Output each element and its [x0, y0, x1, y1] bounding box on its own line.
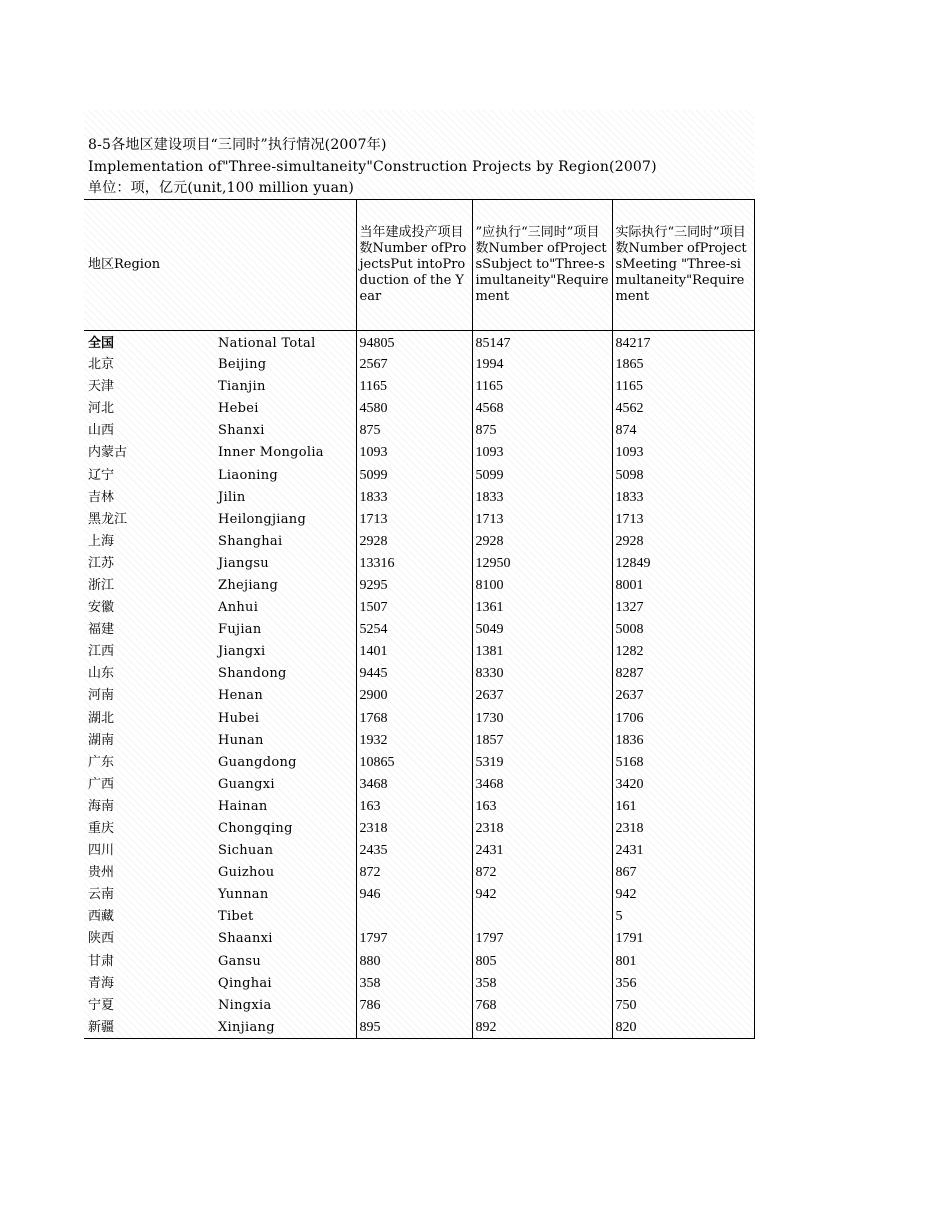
value-projects-subject-to-requirement: 1381: [472, 641, 612, 663]
region-name-cn: 四川: [88, 843, 115, 859]
value-projects-subject-to-requirement: 8330: [472, 663, 612, 685]
value-projects-subject-to-requirement: 5099: [472, 464, 612, 486]
region-name-cn: 西藏: [88, 909, 115, 925]
header-projects-subject-to-requirement: ”应执行“三同时”项目数Number ofProjectsSubject to"Three-simultaneity"Requirement: [472, 200, 612, 331]
value-projects-subject-to-requirement: 1797: [472, 928, 612, 950]
region-name-en: Sichuan: [218, 843, 274, 859]
spreadsheet-sheet: [84, 110, 754, 1040]
region-name-en: Xinjiang: [214, 1017, 356, 1039]
value-projects-put-into-production: 1507: [356, 597, 472, 619]
region-name-cn: 云南: [88, 887, 115, 903]
value-projects-subject-to-requirement: 1165: [472, 376, 612, 398]
value-projects-put-into-production: 1165: [356, 376, 472, 398]
value-projects-put-into-production: 880: [356, 951, 472, 973]
value-projects-subject-to-requirement: 1730: [472, 708, 612, 730]
header-projects-put-into-production: 当年建成投产项目数Number ofProjectsPut intoProduction of the Year: [356, 200, 472, 331]
value-projects-meeting-requirement: 8001: [612, 575, 754, 597]
value-projects-put-into-production: 1833: [356, 487, 472, 509]
region-name-cn: 青海: [88, 975, 115, 991]
value-projects-put-into-production: 2435: [356, 840, 472, 862]
value-projects-meeting-requirement: 5: [612, 906, 754, 928]
table-row: [84, 354, 754, 376]
value-projects-subject-to-requirement: 5319: [472, 752, 612, 774]
value-projects-subject-to-requirement: 12950: [472, 553, 612, 575]
value-projects-meeting-requirement: 2637: [612, 685, 754, 707]
region-name-cn: 海南: [88, 798, 115, 814]
region-name-en: Beijing: [218, 357, 267, 373]
region-name-cn: 安徽: [88, 600, 115, 616]
table-row: [84, 951, 754, 973]
region-name-en: Jiangsu: [218, 555, 269, 571]
region-name-cn: 北京: [88, 357, 115, 373]
value-projects-put-into-production: 1713: [356, 509, 472, 531]
value-projects-meeting-requirement: 1791: [612, 928, 754, 950]
region-name-cn: 辽宁: [88, 467, 115, 483]
value-projects-meeting-requirement: 942: [612, 884, 754, 906]
region-name-cn: 重庆: [88, 821, 115, 837]
table-row: [84, 464, 754, 486]
region-name-en: Tibet: [218, 909, 254, 925]
value-projects-meeting-requirement: 5008: [612, 619, 754, 641]
header-row: [84, 200, 754, 331]
value-projects-meeting-requirement: 2318: [612, 818, 754, 840]
value-projects-put-into-production: 5254: [356, 619, 472, 641]
value-projects-meeting-requirement: 3420: [612, 774, 754, 796]
region-name-en: Hebei: [218, 401, 259, 417]
value-projects-meeting-requirement: 1282: [612, 641, 754, 663]
value-projects-put-into-production: 1093: [356, 442, 472, 464]
value-projects-meeting-requirement: 5098: [612, 464, 754, 486]
region-name-cn: 黑龙江: [88, 511, 128, 527]
value-projects-meeting-requirement: 1865: [612, 354, 754, 376]
value-projects-put-into-production: 1932: [356, 730, 472, 752]
table-row: [84, 487, 754, 509]
value-projects-subject-to-requirement: 163: [472, 796, 612, 818]
region-name-en: Hunan: [218, 732, 264, 748]
region-name-cn: 宁夏: [88, 997, 115, 1013]
region-name-cn: 河北: [88, 401, 115, 417]
value-projects-meeting-requirement: 84217: [612, 331, 754, 355]
region-name-cn: 山西: [88, 423, 115, 439]
region-name-en: Jilin: [218, 489, 246, 505]
value-projects-subject-to-requirement: 805: [472, 951, 612, 973]
value-projects-meeting-requirement: 4562: [612, 398, 754, 420]
value-projects-put-into-production: 875: [356, 420, 472, 442]
table-row: [84, 862, 754, 884]
table-row: [84, 973, 754, 995]
table-row: [84, 531, 754, 553]
table-row: [84, 796, 754, 818]
region-name-en: Shanxi: [218, 423, 265, 439]
region-name-cn: 天津: [88, 379, 115, 395]
value-projects-meeting-requirement: 750: [612, 995, 754, 1017]
region-name-cn: 全国: [88, 336, 115, 351]
value-projects-meeting-requirement: 161: [612, 796, 754, 818]
value-projects-put-into-production: 946: [356, 884, 472, 906]
table-row: [84, 685, 754, 707]
region-name-cn: 新疆: [84, 1017, 214, 1039]
table-row: [84, 442, 754, 464]
value-projects-meeting-requirement: 2431: [612, 840, 754, 862]
value-projects-subject-to-requirement: 892: [472, 1017, 612, 1039]
value-projects-put-into-production: 1401: [356, 641, 472, 663]
value-projects-subject-to-requirement: 768: [472, 995, 612, 1017]
region-name-en: Jiangxi: [218, 644, 266, 660]
region-name-en: Shandong: [218, 666, 287, 682]
value-projects-meeting-requirement: 5168: [612, 752, 754, 774]
value-projects-subject-to-requirement: 1994: [472, 354, 612, 376]
value-projects-subject-to-requirement: 2431: [472, 840, 612, 862]
region-name-en: Fujian: [218, 622, 262, 638]
region-name-en: Hubei: [218, 710, 260, 726]
value-projects-subject-to-requirement: 358: [472, 973, 612, 995]
value-projects-subject-to-requirement: 1713: [472, 509, 612, 531]
value-projects-meeting-requirement: 1093: [612, 442, 754, 464]
value-projects-subject-to-requirement: [472, 906, 612, 928]
value-projects-put-into-production: 3468: [356, 774, 472, 796]
value-projects-put-into-production: 13316: [356, 553, 472, 575]
table-row: [84, 906, 754, 928]
region-name-en: Zhejiang: [218, 577, 279, 593]
region-name-en: Shaanxi: [218, 931, 273, 947]
table-row: [84, 641, 754, 663]
value-projects-meeting-requirement: 1327: [612, 597, 754, 619]
region-name-en: Hainan: [218, 798, 268, 814]
region-name-en: Anhui: [218, 600, 259, 616]
region-name-en: Guangdong: [218, 754, 297, 770]
value-projects-put-into-production: 2318: [356, 818, 472, 840]
value-projects-put-into-production: 2567: [356, 354, 472, 376]
region-name-cn: 上海: [88, 533, 115, 549]
value-projects-meeting-requirement: 2928: [612, 531, 754, 553]
value-projects-subject-to-requirement: 85147: [472, 331, 612, 355]
value-projects-subject-to-requirement: 3468: [472, 774, 612, 796]
table-row: [84, 818, 754, 840]
region-name-cn: 河南: [88, 688, 115, 704]
value-projects-subject-to-requirement: 8100: [472, 575, 612, 597]
region-name-en: Shanghai: [218, 533, 283, 549]
value-projects-subject-to-requirement: 872: [472, 862, 612, 884]
table-row: [84, 376, 754, 398]
table-row: [84, 774, 754, 796]
value-projects-meeting-requirement: 8287: [612, 663, 754, 685]
region-name-en: Tianjin: [218, 379, 266, 395]
value-projects-subject-to-requirement: 875: [472, 420, 612, 442]
table-row: [84, 619, 754, 641]
value-projects-subject-to-requirement: 5049: [472, 619, 612, 641]
value-projects-put-into-production: [356, 906, 472, 928]
value-projects-meeting-requirement: 356: [612, 973, 754, 995]
value-projects-meeting-requirement: 12849: [612, 553, 754, 575]
table-body: [84, 331, 754, 1039]
value-projects-put-into-production: 9445: [356, 663, 472, 685]
data-table: [84, 199, 755, 1039]
value-projects-meeting-requirement: 801: [612, 951, 754, 973]
region-name-cn: 江苏: [88, 555, 115, 571]
region-name-cn: 贵州: [88, 865, 115, 881]
value-projects-put-into-production: 10865: [356, 752, 472, 774]
value-projects-put-into-production: 163: [356, 796, 472, 818]
table-row: [84, 509, 754, 531]
region-name-en: Guangxi: [218, 776, 275, 792]
region-name-cn: 浙江: [88, 577, 115, 593]
table-row: [84, 420, 754, 442]
value-projects-put-into-production: 1797: [356, 928, 472, 950]
region-name-cn: 内蒙古: [88, 445, 128, 461]
table-row: [84, 553, 754, 575]
region-name-en: Ningxia: [218, 997, 272, 1013]
value-projects-subject-to-requirement: 2318: [472, 818, 612, 840]
value-projects-put-into-production: 4580: [356, 398, 472, 420]
table-row: [84, 663, 754, 685]
table-row: [84, 730, 754, 752]
region-name-en: Inner Mongolia: [218, 445, 324, 461]
value-projects-put-into-production: 2928: [356, 531, 472, 553]
value-projects-subject-to-requirement: 2928: [472, 531, 612, 553]
region-name-cn: 吉林: [88, 489, 115, 505]
value-projects-put-into-production: 786: [356, 995, 472, 1017]
value-projects-subject-to-requirement: 4568: [472, 398, 612, 420]
value-projects-subject-to-requirement: 1833: [472, 487, 612, 509]
value-projects-meeting-requirement: 820: [612, 1017, 754, 1039]
table-title-cn: 8-5各地区建设项目“三同时”执行情况(2007年): [88, 137, 387, 153]
table-row: [84, 840, 754, 862]
table-row: [84, 1017, 754, 1039]
value-projects-put-into-production: 94805: [356, 331, 472, 355]
value-projects-put-into-production: 9295: [356, 575, 472, 597]
value-projects-put-into-production: 5099: [356, 464, 472, 486]
value-projects-subject-to-requirement: 1093: [472, 442, 612, 464]
region-name-cn: 山东: [88, 666, 115, 682]
table-title-en: Implementation of"Three-simultaneity"Construction Projects by Region(2007): [88, 159, 657, 175]
value-projects-put-into-production: 895: [356, 1017, 472, 1039]
value-projects-put-into-production: 2900: [356, 685, 472, 707]
value-projects-put-into-production: 1768: [356, 708, 472, 730]
value-projects-meeting-requirement: 874: [612, 420, 754, 442]
region-name-en: Guizhou: [218, 865, 275, 881]
value-projects-meeting-requirement: 1165: [612, 376, 754, 398]
value-projects-meeting-requirement: 1836: [612, 730, 754, 752]
value-projects-meeting-requirement: 1706: [612, 708, 754, 730]
unit-note: 单位：项，亿元(unit,100 million yuan): [88, 180, 355, 196]
value-projects-meeting-requirement: 1833: [612, 487, 754, 509]
region-name-en: Chongqing: [218, 821, 293, 837]
value-projects-meeting-requirement: 867: [612, 862, 754, 884]
region-name-cn: 湖南: [88, 732, 115, 748]
value-projects-subject-to-requirement: 942: [472, 884, 612, 906]
region-name-cn: 江西: [88, 644, 115, 660]
region-name-en: Yunnan: [218, 887, 269, 903]
value-projects-subject-to-requirement: 1857: [472, 730, 612, 752]
value-projects-subject-to-requirement: 1361: [472, 597, 612, 619]
value-projects-meeting-requirement: 1713: [612, 509, 754, 531]
table-row: [84, 597, 754, 619]
region-name-en: National Total: [218, 336, 316, 351]
region-name-cn: 广东: [88, 754, 115, 770]
table-row: [84, 575, 754, 597]
region-name-cn: 甘肃: [88, 953, 115, 969]
region-name-cn: 湖北: [88, 710, 115, 726]
table-row: [84, 884, 754, 906]
region-name-cn: 陕西: [88, 931, 115, 947]
table-row-national-total: [84, 331, 754, 355]
table-row: [84, 752, 754, 774]
region-name-en: Liaoning: [218, 467, 278, 483]
table-row: [84, 995, 754, 1017]
region-name-en: Henan: [218, 688, 264, 704]
header-projects-meeting-requirement: 实际执行“三同时”项目数Number ofProjectsMeeting "Three-simultaneity"Requirement: [612, 200, 754, 331]
table-row: [84, 928, 754, 950]
header-region: 地区Region: [84, 200, 356, 331]
value-projects-put-into-production: 358: [356, 973, 472, 995]
region-name-en: Gansu: [218, 953, 262, 969]
region-name-cn: 广西: [88, 776, 115, 792]
value-projects-put-into-production: 872: [356, 862, 472, 884]
table-row: [84, 708, 754, 730]
table-row: [84, 398, 754, 420]
value-projects-subject-to-requirement: 2637: [472, 685, 612, 707]
region-name-en: Qinghai: [218, 975, 272, 991]
region-name-en: Heilongjiang: [218, 511, 307, 527]
region-name-cn: 福建: [88, 622, 115, 638]
